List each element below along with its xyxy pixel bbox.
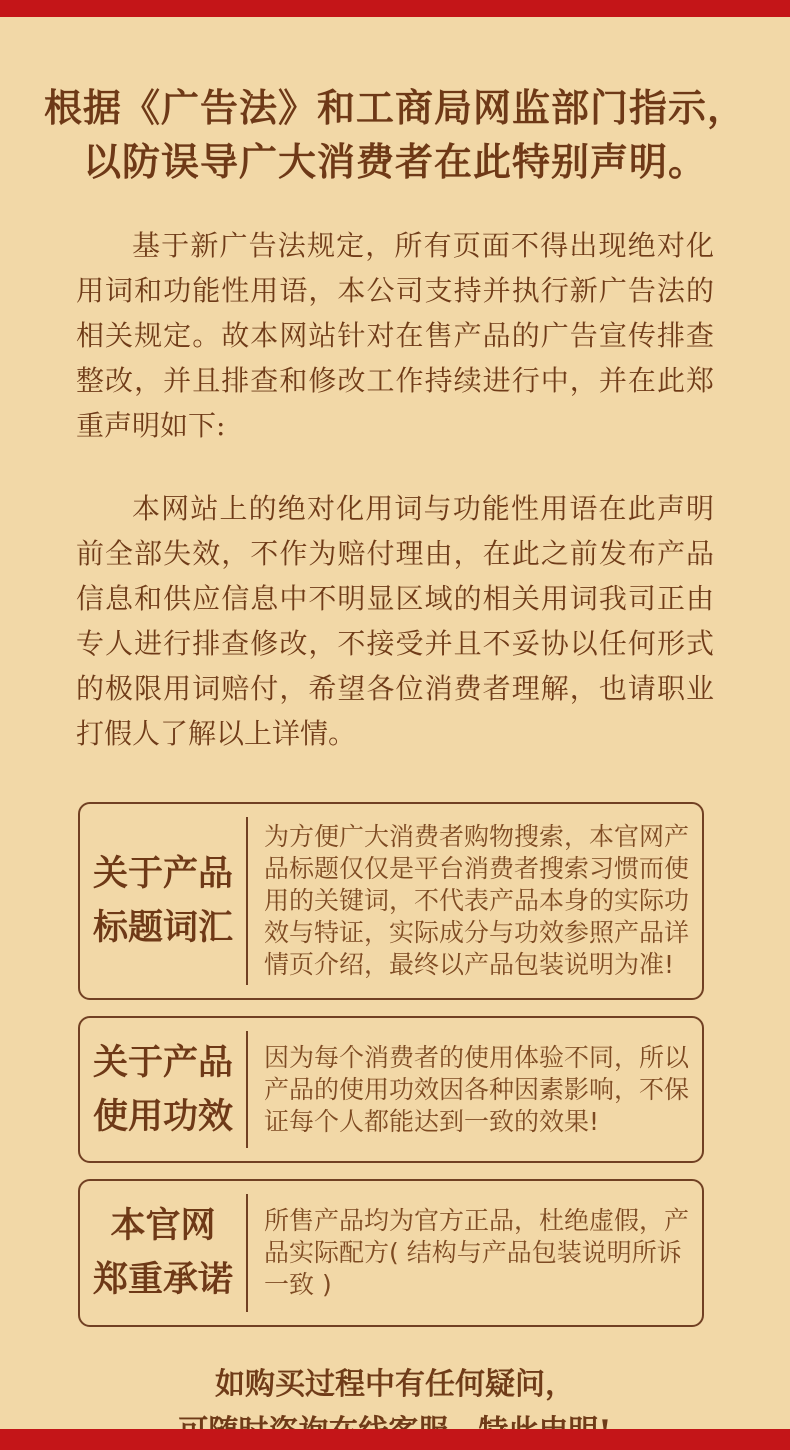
notice-box-text: 因为每个消费者的使用体验不同，所以产品的使用功效因各种因素影响，不保证每个人都能达到一致的效果! [264,1042,690,1136]
notice-box-product-effect [78,1016,704,1163]
notice-box-label-line-1: 关于产品 [92,853,233,894]
page-title [0,0,790,189]
page-title-line-2: 以防误导广大消费者在此特别声明。 [82,139,707,184]
notice-box-label [80,804,246,998]
statement-paragraph-2: 本网站上的绝对化用词与功能性用语在此声明前全部失效，不作为赔付理由，在此之前发布产品信息和供应信息中不明显区域的相关用词我司正由专人进行排查修改，不接受并且不妥协以任何形式的极限用词赔付，希望各位消费者理解，也请职业打假人了解以上详情。 [76,492,714,750]
footer-note-line-1: 如购买过程中有任何疑问， [215,1367,575,1402]
bottom-red-bar [0,1429,790,1450]
notice-box-official-promise [78,1179,704,1327]
top-red-bar [0,0,790,17]
notice-box-label-line-2: 郑重承诺 [92,1259,233,1300]
notice-box-product-title-keywords [78,802,704,1000]
notice-box-label-line-2: 使用功效 [92,1095,233,1137]
notice-box-label [80,1018,246,1161]
notice-box-label-line-1: 关于产品 [92,1041,233,1083]
notice-box-label-line-2: 标题词汇 [92,907,233,948]
page-title-line-1: 根据《广告法》和工商局网监部门指示， [43,85,746,130]
notice-box-label [80,1181,246,1325]
notice-box-text: 为方便广大消费者购物搜索，本官网产品标题仅仅是平台消费者搜索习惯而使用的关键词，不代表产品本身的实际功效与特证，实际成分与功效参照产品详情页介绍，最终以产品包装说明为准! [264,822,690,979]
statement-paragraph-1: 基于新广告法规定，所有页面不得出现绝对化用词和功能性用语，本公司支持并执行新广告法的相关规定。故本网站针对在售产品的广告宣传排查整改，并且排查和修改工作持续进行中，并在此郑重声明如下: [76,229,714,442]
notice-box-text: 所售产品均为官方正品，杜绝虚假，产品实际配方( 结构与产品包装说明所诉一致 ) [264,1206,690,1299]
notice-box-label-line-1: 本官网 [110,1205,216,1246]
